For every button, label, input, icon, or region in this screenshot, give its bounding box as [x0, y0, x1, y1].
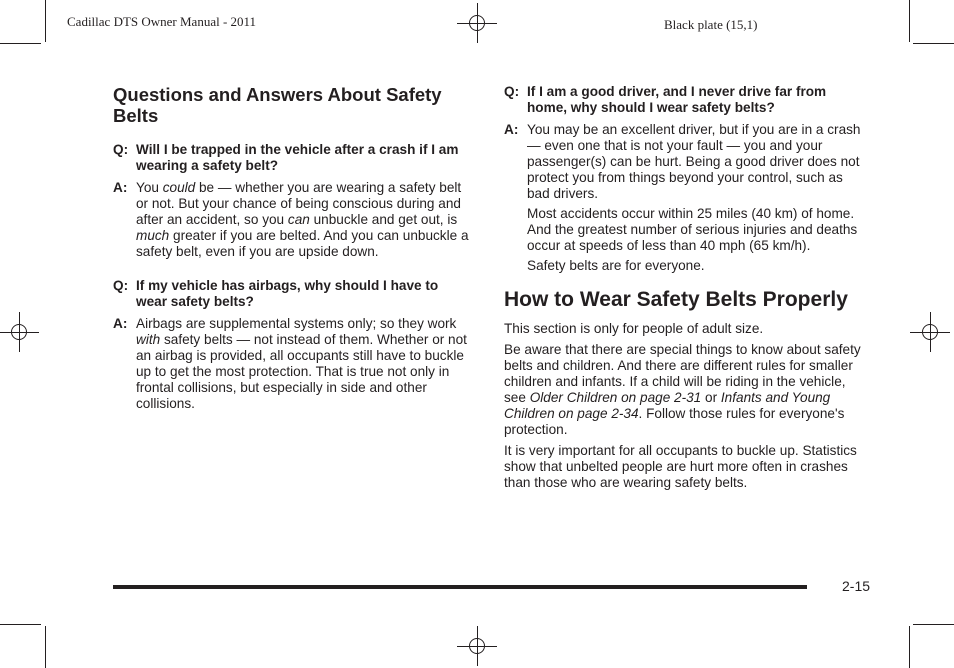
body-paragraph: It is very important for all occupants to buckle up. Statistics show that unbelted people are hurt more often in crashes than those who are wearing safety belts. — [504, 443, 857, 490]
a-tag: A: — [113, 180, 128, 195]
header-left: Cadillac DTS Owner Manual - 2011 — [67, 14, 257, 29]
question-text: Will I be trapped in the vehicle after a crash if I am wearing a safety belt? — [136, 142, 459, 173]
answer-1 — [113, 180, 469, 260]
header-right: Black plate (15,1) — [664, 17, 758, 32]
q-tag: Q: — [113, 142, 129, 157]
right-column — [504, 84, 868, 491]
crop-mark-br-v — [909, 626, 910, 668]
page-number: 2-15 — [842, 578, 871, 594]
registration-mark-right — [916, 318, 944, 346]
left-column — [113, 84, 469, 412]
question-text: If I am a good driver, and I never drive far from home, why should I wear safety belts? — [527, 84, 827, 115]
crop-mark-tl-v — [45, 0, 46, 42]
q-tag: Q: — [504, 84, 520, 99]
a-tag: A: — [504, 122, 519, 137]
answer-text: Airbags are supplemental systems only; so they work with safety belts — not instead of them. Whether or not an airbag is provided, all occupants still have to buckle up to get the most protection. That is true not only in frontal collisions, but especially in side and other collisions. — [136, 316, 467, 411]
registration-mark-left — [5, 318, 33, 346]
question-text: If my vehicle has airbags, why should I have to wear safety belts? — [136, 278, 439, 309]
answer-2 — [113, 316, 469, 412]
cross-reference-link[interactable]: Infants and Young Children on page 2-34 — [504, 390, 831, 421]
registration-mark-top — [463, 9, 491, 37]
answer-3 — [504, 122, 868, 274]
body-paragraph: This section is only for people of adult size. — [504, 321, 764, 336]
footer-rule — [113, 585, 807, 589]
a-tag: A: — [113, 316, 128, 331]
answer-text: You could be — whether you are wearing a safety belt or not. But your chance of being conscious during and after an accident, so you can unbuckle and get out, is much greater if you are belted. And you can unbuckle a safety belt, even if you are upside down. — [136, 180, 469, 259]
crop-mark-tr-v — [909, 0, 910, 42]
cross-reference-link[interactable]: Older Children on page 2-31 — [529, 390, 702, 405]
crop-mark-bl-v — [45, 626, 46, 668]
crop-mark-tr-h — [913, 43, 954, 44]
crop-mark-br-h — [913, 624, 954, 625]
q-tag: Q: — [113, 278, 129, 293]
answer-paragraph: You may be an excellent driver, but if you are in a crash — even one that is not your fault — you and your passenger(s) can be hurt. Being a good driver does not protect you from things beyond your control, such as bad drivers. — [527, 122, 861, 201]
question-1 — [113, 142, 469, 174]
body-paragraph: Be aware that there are special things to know about safety belts and children. And there are different rules for smaller children and infants. If a child will be riding in the vehicle, see Older Children on page 2-31 or Infants and Young Children on page 2-34. Follow those rules for everyone's protection. — [504, 342, 861, 437]
crop-mark-bl-h — [0, 624, 41, 625]
answer-text — [527, 122, 868, 274]
registration-mark-bottom — [463, 632, 491, 660]
question-2 — [113, 278, 469, 310]
answer-paragraph: Safety belts are for everyone. — [527, 258, 705, 273]
section-heading-qa: Questions and Answers About Safety Belts — [113, 84, 442, 126]
crop-mark-tl-h — [0, 43, 41, 44]
section-heading-wear-belts: How to Wear Safety Belts Properly — [504, 288, 848, 311]
question-3 — [504, 84, 868, 116]
answer-paragraph: Most accidents occur within 25 miles (40 km) of home. And the greatest number of serious injuries and deaths occur at speeds of less than 40 mph (65 km/h). — [527, 206, 858, 253]
